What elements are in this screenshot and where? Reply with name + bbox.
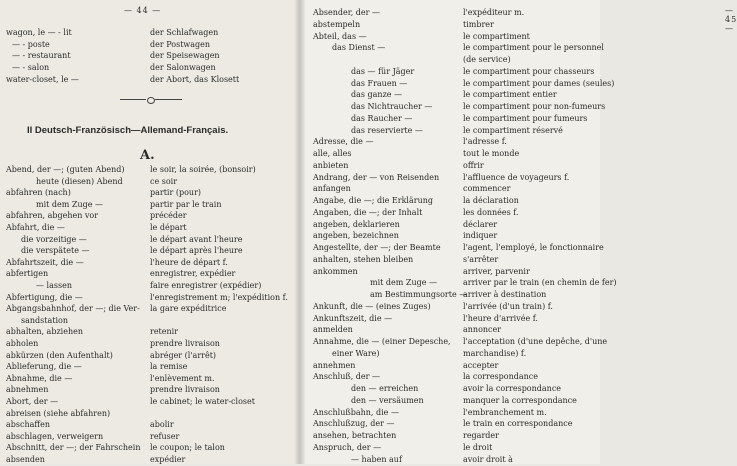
dictionary-entry <box>300 277 617 289</box>
french-term: regarder <box>463 431 499 440</box>
french-term: partir par le train <box>150 199 222 209</box>
french-term: le cabinet; le water-closet <box>150 397 255 406</box>
dictionary-entry <box>0 280 300 292</box>
dictionary-entry <box>0 74 300 86</box>
ornament-divider <box>120 96 182 104</box>
dictionary-entry <box>300 454 600 466</box>
dictionary-entry <box>300 136 600 148</box>
german-term: alle, alles <box>313 149 352 158</box>
french-term: abolir <box>150 420 174 430</box>
dictionary-entry <box>300 301 600 313</box>
dictionary-entry <box>300 66 600 78</box>
dictionary-entry <box>0 384 300 396</box>
german-term: Ankunft, die — (eines Zuges) <box>313 301 431 311</box>
dictionary-entry <box>300 195 600 207</box>
french-term: la déclaration <box>463 196 519 205</box>
german-term: das — für Jäger <box>351 66 415 76</box>
german-term: das Raucher — <box>351 113 413 123</box>
german-term: am Bestimmungsorte — <box>370 290 468 299</box>
german-term: water-closet, le — <box>6 74 79 84</box>
dictionary-entry <box>0 222 300 234</box>
german-term: Angestellte, der —; der Beamte <box>313 243 441 252</box>
dictionary-entry <box>0 50 300 62</box>
dictionary-entry <box>300 125 600 137</box>
french-term: partir (pour) <box>150 188 202 198</box>
french-term: le compartiment pour chasseurs <box>463 66 595 76</box>
german-term: — lassen <box>36 281 72 290</box>
german-term: das Frauen — <box>351 78 408 88</box>
german-term: Andrang, der — von Reisenden <box>313 172 440 182</box>
german-term: angeben, bezeichnen <box>313 231 399 241</box>
german-term: Ankunftszeit, die — <box>313 313 393 323</box>
dictionary-entry <box>300 348 600 360</box>
french-term: ce soir <box>150 176 178 186</box>
french-term: manquer la correspondance <box>463 395 577 405</box>
dictionary-entry <box>300 289 600 301</box>
dictionary-entry <box>300 219 600 231</box>
french-term: der Postwagen <box>150 39 211 49</box>
dictionary-entry <box>300 418 600 430</box>
french-term: l'embranchement m. <box>463 407 547 417</box>
dictionary-entry <box>300 42 604 54</box>
dictionary-entry <box>0 39 300 51</box>
german-term: die vorzeitige — <box>21 234 87 244</box>
french-term: la gare expéditrice <box>150 304 227 314</box>
french-term: der Salonwagen <box>150 63 216 73</box>
french-term: avoir la correspondance <box>463 384 562 393</box>
german-term: wagon, le — - lit <box>6 28 72 37</box>
french-term: le départ après l'heure <box>150 246 243 256</box>
dictionary-entry <box>300 230 600 242</box>
french-term: le soir, la soirée, (bonsoir) <box>150 165 256 174</box>
german-term: Abfertigung, die — <box>6 292 83 302</box>
divider-ornament-icon <box>147 97 155 104</box>
dictionary-entry <box>0 268 300 280</box>
dictionary-entry <box>300 172 600 184</box>
section-title: II Deutsch-Französisch—Allemand-Français. <box>27 125 229 136</box>
french-term: der Speisewagen <box>150 51 220 61</box>
french-term: l'enregistrement m; l'expédition f. <box>150 292 288 302</box>
french-term: l'heure de départ f. <box>150 257 228 267</box>
german-term: Abort, der — <box>6 397 59 406</box>
french-term: le compartiment réservé <box>463 125 563 135</box>
german-term: sandstation <box>21 315 68 325</box>
dictionary-entry <box>0 176 300 188</box>
french-term: retenir <box>150 327 179 337</box>
french-term: enregistrer, expédier <box>150 269 236 279</box>
dictionary-entry <box>0 396 300 408</box>
german-term: das ganze — <box>351 90 403 100</box>
french-term: commencer <box>463 184 511 194</box>
dictionary-entry <box>0 292 300 304</box>
french-term: s'arrêter <box>463 254 499 264</box>
german-term: abhalten, abziehen <box>6 327 83 337</box>
german-term: Adresse, die — <box>313 137 374 147</box>
german-term: anhalten, stehen bleiben <box>313 254 414 264</box>
german-term: — - salon <box>12 63 50 73</box>
dictionary-entry <box>300 371 600 383</box>
french-term: l'affluence de voyageurs f. <box>463 172 570 182</box>
left-page-number: — 44 — <box>124 6 162 15</box>
french-term: précéder <box>150 211 187 221</box>
german-term: abfahren, abgehen vor <box>6 211 99 221</box>
french-term: les données f. <box>463 207 519 217</box>
french-term: prendre livraison <box>150 385 220 395</box>
dictionary-entry <box>0 187 300 199</box>
dictionary-entry <box>0 234 300 246</box>
german-term: Angaben, die —; der Inhalt <box>313 207 423 217</box>
german-term: absenden <box>6 455 45 464</box>
french-term: la correspondance <box>463 372 539 382</box>
german-term: abschlagen, verweigern <box>6 431 104 441</box>
right-page-number: — 45 — <box>725 6 737 33</box>
french-term: der Schlafwagen <box>150 28 219 37</box>
german-term: mit dem Zuge — <box>370 278 437 288</box>
dictionary-entry <box>0 373 300 385</box>
dictionary-entry <box>300 266 600 278</box>
german-term: — - restaurant <box>12 51 71 61</box>
french-term: l'enlèvement m. <box>150 373 215 383</box>
dictionary-entry <box>0 257 300 269</box>
german-term: Abfahrt, die — <box>6 223 65 232</box>
german-term: einer Ware) <box>332 348 380 358</box>
french-term: le droit <box>463 442 493 452</box>
dictionary-entry <box>300 148 600 160</box>
dictionary-entry <box>300 383 600 395</box>
dictionary-entry <box>300 242 604 254</box>
dictionary-entry <box>300 78 615 90</box>
french-term: l'adresse f. <box>463 137 507 147</box>
dictionary-entry <box>300 101 606 113</box>
dictionary-entry <box>300 442 600 454</box>
dictionary-entry <box>0 350 300 362</box>
german-term: Abfahrtszeit, die — <box>6 257 84 267</box>
dictionary-entry <box>300 113 600 125</box>
french-term: le départ <box>150 223 187 232</box>
french-term: (de service) <box>463 55 511 64</box>
german-term: Absender, der — <box>313 8 380 17</box>
french-term: indiquer <box>463 231 498 241</box>
german-term: Anschlußbahn, die — <box>313 407 399 417</box>
german-term: Anspruch, der — <box>313 442 382 452</box>
right-page <box>300 0 737 464</box>
german-term: den — erreichen <box>351 384 419 393</box>
left-page <box>0 0 300 464</box>
french-term: le compartiment <box>463 31 530 41</box>
french-term: le compartiment pour non-fumeurs <box>463 102 606 111</box>
dictionary-entry <box>0 62 300 74</box>
french-term: faire enregistrer (expédier) <box>150 281 262 290</box>
dictionary-entry <box>300 207 600 219</box>
dictionary-entry <box>300 160 600 172</box>
german-term: Abend, der —; (guten Abend) <box>6 165 125 174</box>
french-term: timbrer <box>463 19 494 29</box>
german-term: heute (diesen) Abend <box>36 176 123 186</box>
dictionary-entry <box>0 419 300 431</box>
dictionary-entry <box>300 254 600 266</box>
german-term: Abgangsbahnhof, der —; die Ver- <box>6 304 140 314</box>
section-letter: A. <box>140 148 155 163</box>
dictionary-entry <box>300 324 600 336</box>
divider-line-right <box>155 99 182 100</box>
french-term: prendre livraison <box>150 339 220 348</box>
dictionary-entry <box>300 430 600 442</box>
german-term: Annahme, die — (einer Depesche, <box>313 337 451 346</box>
dictionary-entry <box>300 54 600 66</box>
french-term: le compartiment pour fumeurs <box>463 113 588 123</box>
dictionary-entry <box>0 27 300 39</box>
german-term: anfangen <box>313 184 351 194</box>
dictionary-entry <box>300 395 600 407</box>
dictionary-entry <box>0 164 300 176</box>
french-term: expédier <box>150 455 186 464</box>
french-term: refuser <box>150 431 180 441</box>
german-term: abfertigen <box>6 269 49 279</box>
german-term: abreisen (siehe abfahren) <box>6 408 111 418</box>
french-term: le train en correspondance <box>463 419 573 429</box>
french-term: annoncer <box>463 325 502 335</box>
german-term: Ablieferung, die — <box>6 362 82 372</box>
french-term: l'acceptation (d'une depêche, d'une <box>463 337 608 346</box>
german-term: Abteil, das — <box>313 31 367 41</box>
french-term: le compartiment pour dames (seules) <box>463 78 615 88</box>
french-term: marchandise) f. <box>463 348 527 358</box>
dictionary-entry <box>0 408 300 420</box>
dictionary-entry <box>0 315 300 327</box>
german-term: annehmen <box>313 360 356 370</box>
german-term: — haben auf <box>351 454 402 464</box>
dictionary-entry <box>0 245 300 257</box>
french-term: le compartiment pour le personnel <box>463 43 604 53</box>
dictionary-entry <box>0 210 300 222</box>
dictionary-entry <box>300 7 600 19</box>
divider-line-left <box>120 99 146 100</box>
french-term: le coupon; le talon <box>150 443 225 453</box>
dictionary-entry <box>300 336 608 348</box>
french-term: avoir droit à <box>463 454 513 464</box>
german-term: anmelden <box>313 325 353 335</box>
french-term: déclarer <box>463 219 498 229</box>
dictionary-entry <box>0 326 300 338</box>
german-term: abfahren (nach) <box>6 188 71 198</box>
dictionary-entry <box>300 407 600 419</box>
french-term: arriver, parvenir <box>463 266 530 276</box>
dictionary-entry <box>300 360 600 372</box>
german-term: das Dienst — <box>332 43 386 53</box>
dictionary-entry <box>0 431 300 443</box>
french-term: le compartiment entier <box>463 90 557 100</box>
german-term: abschaffen <box>6 420 50 430</box>
german-term: mit dem Zuge — <box>36 199 103 209</box>
french-term: l'heure d'arrivée f. <box>463 313 538 323</box>
german-term: den — versäumen <box>351 395 424 405</box>
dictionary-entry <box>0 303 300 315</box>
german-term: ankommen <box>313 266 358 276</box>
french-term: abréger (l'arrêt) <box>150 350 217 360</box>
dictionary-entry <box>0 442 300 454</box>
german-term: abholen <box>6 339 39 348</box>
french-term: accepter <box>463 360 499 370</box>
german-term: Angabe, die —; die Erklärung <box>313 196 434 205</box>
german-term: angeben, deklarieren <box>313 219 400 229</box>
german-term: abkürzen (den Aufenthalt) <box>6 350 113 360</box>
german-term: Abnahme, die — <box>6 373 73 383</box>
french-term: arriver par le train (en chemin de fer) <box>463 278 617 288</box>
german-term: die verspätete — <box>21 246 90 256</box>
dictionary-entry <box>0 338 300 350</box>
french-term: tout le monde <box>463 149 520 158</box>
french-term: la remise <box>150 362 188 372</box>
dictionary-entry <box>300 183 600 195</box>
dictionary-entry <box>0 361 300 373</box>
french-term: le départ avant l'heure <box>150 234 243 244</box>
german-term: Anschlußzug, der — <box>313 419 395 429</box>
german-term: abnehmen <box>6 385 49 395</box>
dictionary-entry <box>300 19 600 31</box>
german-term: abstempeln <box>313 19 361 29</box>
dictionary-entry <box>300 313 600 325</box>
german-term: das Nichtraucher — <box>351 102 433 111</box>
german-term: ansehen, betrachten <box>313 431 397 440</box>
french-term: arriver à destination <box>463 290 547 299</box>
french-term: l'expéditeur m. <box>463 8 525 17</box>
french-term: l'arrivée (d'un train) f. <box>463 301 553 311</box>
french-term: offrir <box>463 160 484 170</box>
dictionary-entry <box>0 199 300 211</box>
french-term: der Abort, das Klosett <box>150 74 240 84</box>
dictionary-entry <box>300 31 600 43</box>
french-term: l'agent, l'employé, le fonctionnaire <box>463 243 604 252</box>
dictionary-entry <box>300 89 600 101</box>
german-term: das reservierte — <box>351 125 423 135</box>
german-term: Anschluß, der — <box>313 372 381 382</box>
german-term: Abschnitt, der —; der Fahrschein <box>6 443 141 453</box>
dictionary-entry <box>0 454 300 466</box>
book-gutter <box>294 0 306 464</box>
german-term: — - poste <box>12 39 50 49</box>
german-term: anbieten <box>313 160 349 170</box>
